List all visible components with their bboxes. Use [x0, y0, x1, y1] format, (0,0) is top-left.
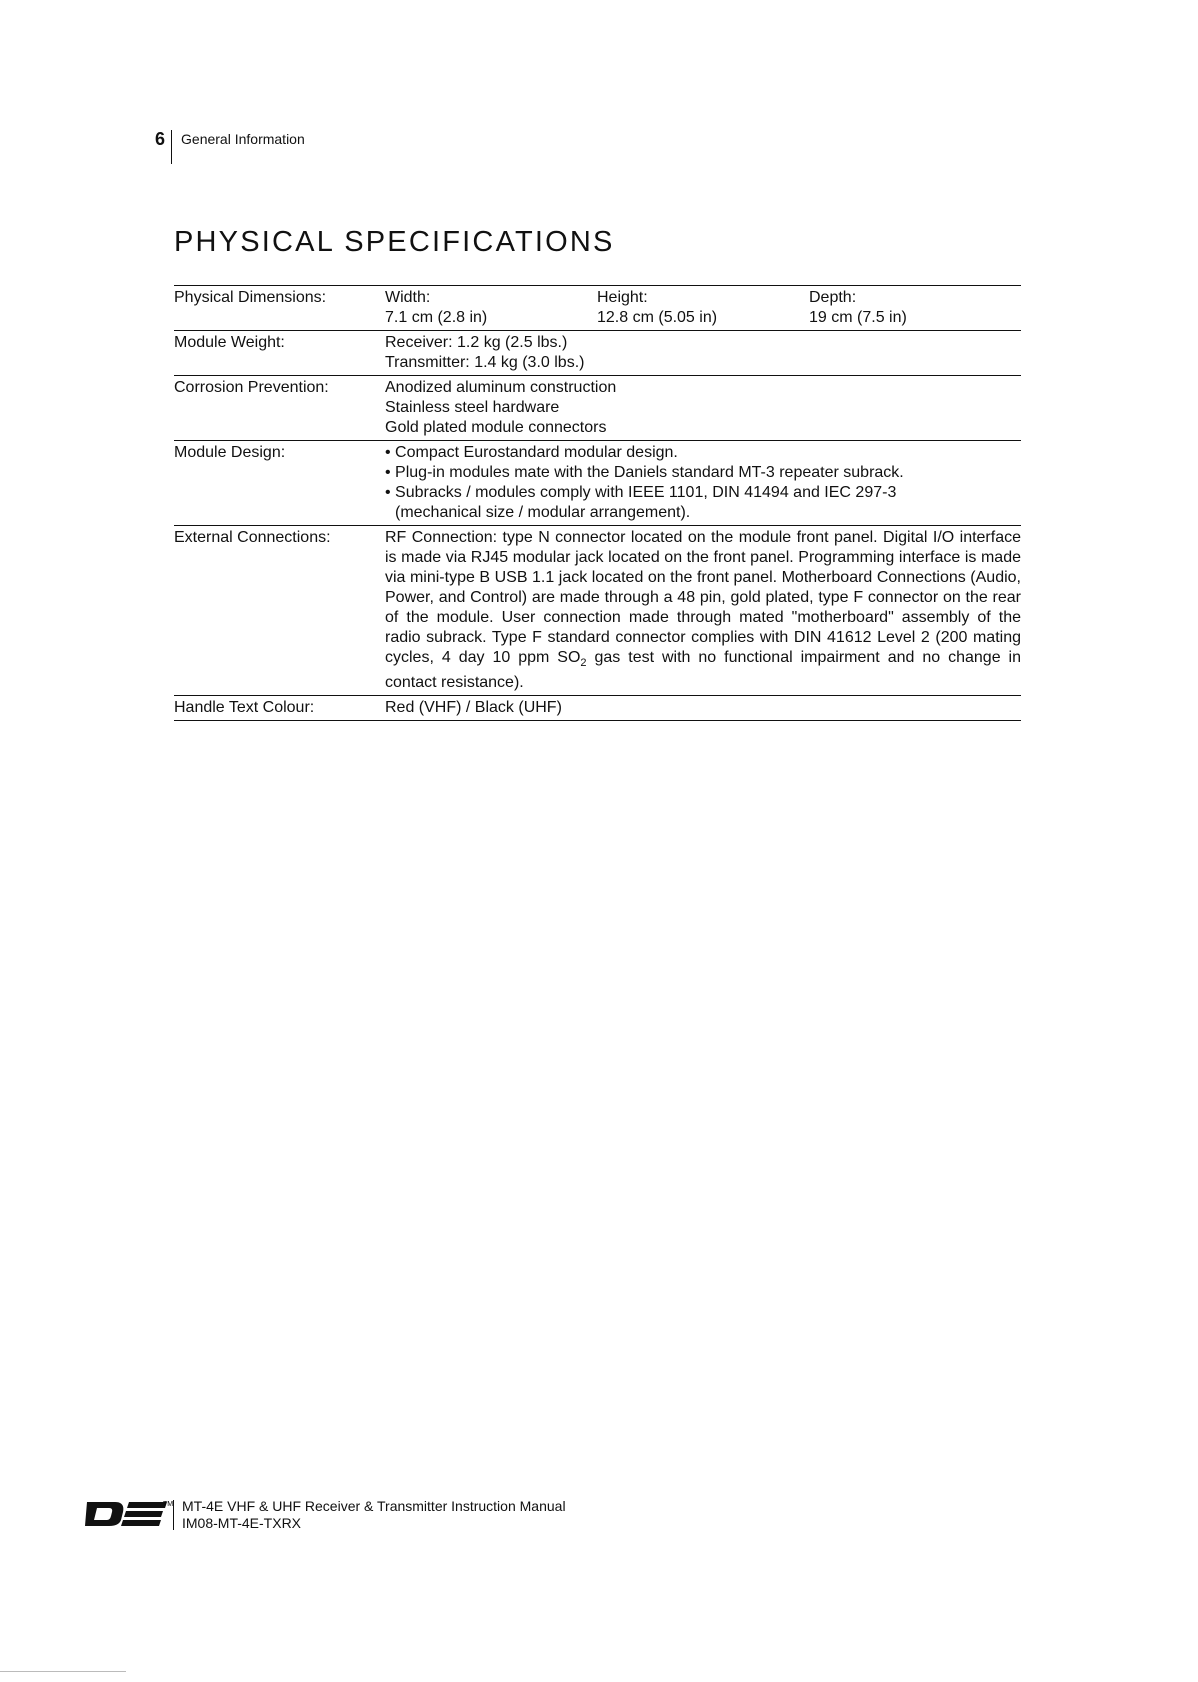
spec-value: [385, 331, 1021, 376]
corrosion-line: Stainless steel hardware: [385, 399, 560, 416]
manual-title: MT-4E VHF & UHF Receiver & Transmitter Instruction Manual: [182, 1498, 566, 1514]
width-spec: [385, 288, 597, 328]
daniels-logo-icon: [85, 1498, 174, 1528]
height-spec: [597, 288, 809, 328]
spec-row-external: [174, 526, 1021, 696]
depth-spec: [809, 288, 1021, 328]
depth-value: 19 cm (7.5 in): [809, 309, 907, 326]
corrosion-line: Gold plated module connectors: [385, 419, 607, 436]
spec-row-dimensions: [174, 286, 1021, 331]
design-bullet-continuation: (mechanical size / modular arrangement).: [395, 504, 691, 521]
spec-row-corrosion: [174, 376, 1021, 441]
spec-row-weight: [174, 331, 1021, 376]
spec-row-design: [174, 441, 1021, 526]
width-value: 7.1 cm (2.8 in): [385, 309, 488, 326]
page-footer: [85, 1498, 566, 1532]
design-bullet: • Compact Eurostandard modular design.: [385, 444, 678, 461]
spec-value: Red (VHF) / Black (UHF): [385, 699, 562, 717]
footer-text: [174, 1498, 566, 1532]
spec-label: Module Weight:: [174, 334, 285, 351]
specifications-table: [174, 285, 1021, 721]
design-bullet: • Subracks / modules comply with IEEE 1101, DIN 41494 and IEC 297-3: [385, 484, 897, 501]
page-number: 6: [155, 129, 166, 149]
depth-label: Depth:: [809, 289, 857, 306]
height-label: Height:: [597, 289, 648, 306]
page-header: [155, 128, 305, 164]
spec-label: Handle Text Colour:: [174, 699, 315, 717]
external-connections-text: [385, 526, 1021, 696]
spec-row-handle: [174, 696, 1021, 721]
spec-label: Physical Dimensions:: [174, 289, 327, 306]
spec-label: Corrosion Prevention:: [174, 379, 329, 396]
spec-value: [385, 376, 1021, 441]
spec-label: Module Design:: [174, 444, 286, 461]
edge-mark: [0, 1671, 126, 1672]
so2-subscript: 2: [580, 657, 587, 670]
design-bullet: • Plug-in modules mate with the Daniels standard MT-3 repeater subrack.: [385, 464, 904, 481]
transmitter-weight: Transmitter: 1.4 kg (3.0 lbs.): [385, 354, 585, 371]
spec-value: [385, 286, 1021, 331]
trademark-mark: TM: [163, 1501, 174, 1508]
section-title: General Information: [181, 131, 305, 147]
document-id: IM08-MT-4E-TXRX: [182, 1515, 302, 1531]
width-label: Width:: [385, 289, 431, 306]
height-value: 12.8 cm (5.05 in): [597, 309, 718, 326]
corrosion-line: Anodized aluminum construction: [385, 379, 617, 396]
external-text-part: RF Connection: type N connector located on the module front panel. Digital I/O interface is made via RJ45 modular jack located on the front panel. Programming interface is made via mini-type B USB 1.1 jack located on the front panel. Motherboard Connections (Audio, Power, and Control) are made through a 48 pin, gold plated, type F connector on the rear of the module. User connection made through mated "motherboard" assembly of the radio subrack. Type F standard connector complies with DIN 41612 Level 2 (200 mating cycles, 4 day 10 ppm SO: [385, 529, 1021, 666]
spec-label: External Connections:: [174, 529, 331, 546]
spec-value: [385, 441, 1021, 526]
receiver-weight: Receiver: 1.2 kg (2.5 lbs.): [385, 334, 568, 351]
external-text-part: gas test with no functional impairment and no change in contact resistance).: [385, 649, 1022, 692]
page-title: PHYSICAL SPECIFICATIONS: [174, 226, 615, 258]
